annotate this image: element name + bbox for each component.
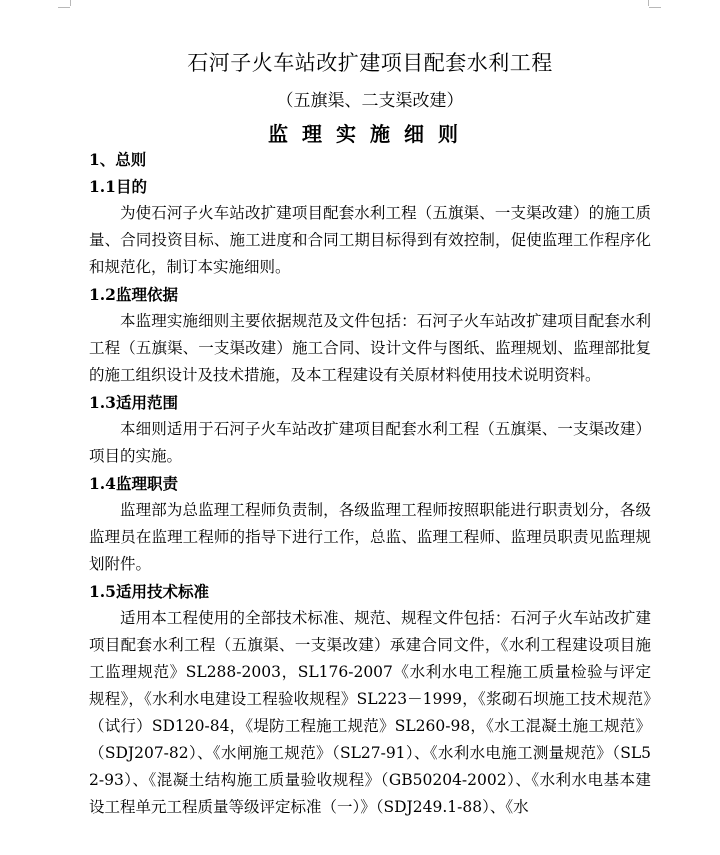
section-heading: 1.4监理职责 — [89, 474, 178, 493]
section-heading: 1.1目的 — [89, 177, 147, 196]
paragraph: 为使石河子火车站改扩建项目配套水利工程（五旗渠、一支渠改建）的施工质量、合同投资目标、施工进度和合同工期目标得到有效控制，促使监理工作程序化和规范化，制订本实施细则。 — [89, 204, 651, 276]
crop-mark — [58, 7, 70, 8]
paragraph: 本监理实施细则主要依据规范及文件包括：石河子火车站改扩建项目配套水利工程（五旗渠、一支渠改建）施工合同、设计文件与图纸、监理规划、监理部批复的施工组织设计及技术措施，及本工程建设有关原材料使用技术说明资料。 — [89, 312, 651, 384]
paragraph: 监理部为总监理工程师负责制，各级监理工程师按照职能进行职责划分，各级监理员在监理工程师的指导下进行工作，总监、监理工程师、监理员职责见监理规划附件。 — [89, 501, 651, 573]
paragraph: 本细则适用于石河子火车站改扩建项目配套水利工程（五旗渠、一支渠改建）项目的实施。 — [89, 420, 651, 465]
document-heading: 监理实施细则 — [268, 122, 472, 146]
crop-mark — [648, 0, 649, 6]
paragraph: 适用本工程使用的全部技术标准、规范、规程文件包括：石河子火车站改扩建项目配套水利工程（五旗渠、一支渠改建）承建合同文件，《水利工程建设项目施工监理规范》SL288-2003，SL176-2007《水利水电工程施工质量检验与评定规程》，《水利水电建设工程验收规程》SL223－1999，《浆砌石坝施工技术规范》（试行）SD120-84，《堤防工程施工规范》SL260-98，《水工混凝土施工规范》（SDJ207-82）、《水闸施工规范》（SL27-91）、《水利水电施工测量规范》（SL52-93）、《混凝土结构施工质量验收规程》（GB50204-2002）、《水利水电基本建设工程单元工程质量等级评定标准（一）》（SDJ249.1-88）、《水 — [89, 609, 651, 816]
crop-mark — [70, 0, 71, 6]
document-title: 石河子火车站改扩建项目配套水利工程 — [187, 51, 553, 75]
document-subtitle: （五旗渠、二支渠改建） — [276, 91, 464, 111]
section-heading: 1.2监理依据 — [89, 285, 178, 304]
document-body — [89, 146, 651, 821]
crop-mark — [649, 7, 661, 8]
section-heading: 1、总则 — [89, 150, 147, 169]
section-heading: 1.3适用范围 — [89, 393, 178, 412]
section-heading: 1.5适用技术标准 — [89, 582, 209, 601]
